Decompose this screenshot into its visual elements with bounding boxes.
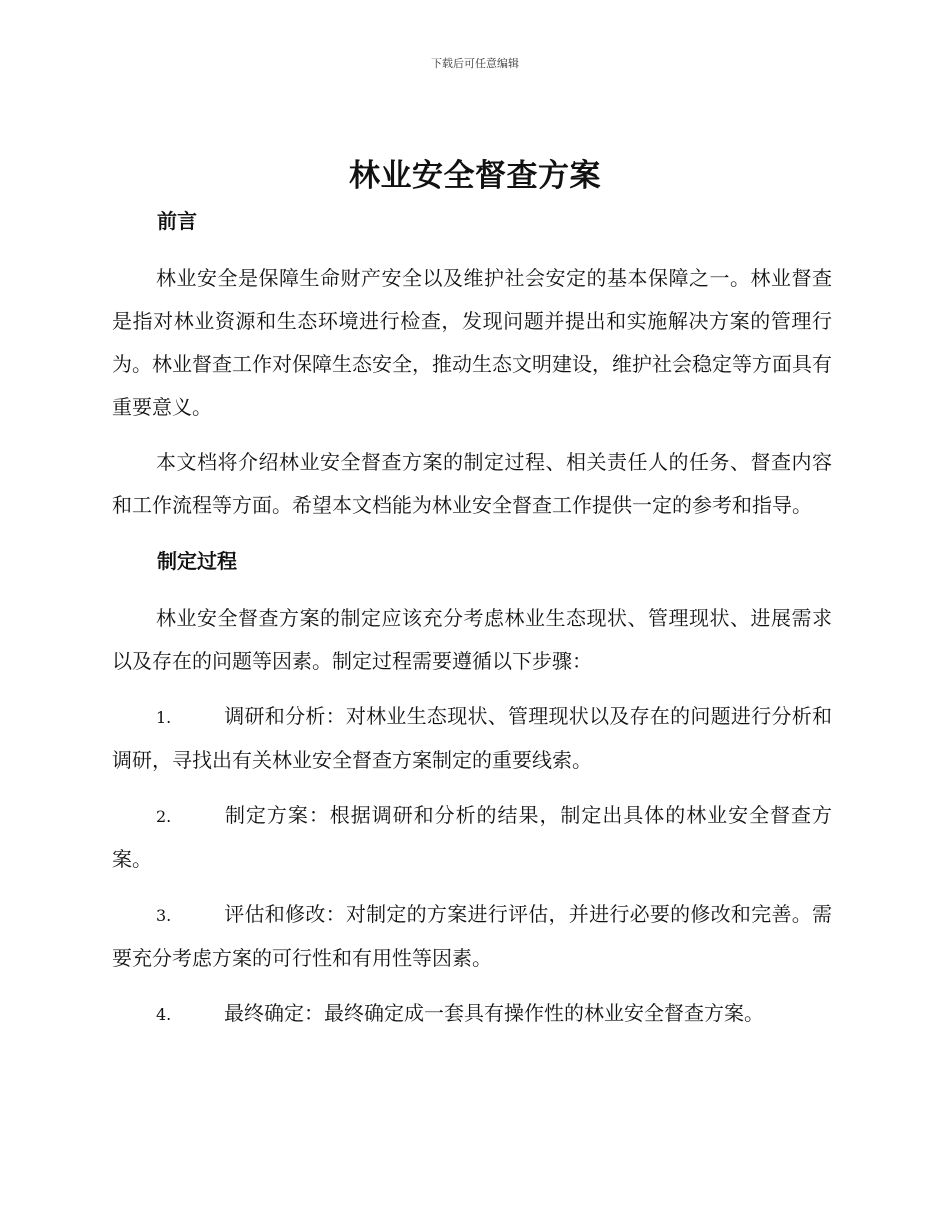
list-item — [112, 695, 832, 782]
list-item-text: 制定方案：根据调研和分析的结果，制定出具体的林业安全督查方案。 — [112, 803, 832, 871]
list-item — [112, 992, 832, 1036]
list-item — [112, 893, 832, 980]
list-number: 2. — [156, 807, 172, 826]
list-item — [112, 794, 832, 881]
header-note: 下载后可任意编辑 — [431, 57, 519, 70]
document-title: 林业安全督查方案 — [349, 158, 601, 194]
paragraph: 林业安全督查方案的制定应该充分考虑林业生态现状、管理现状、进展需求以及存在的问题等因素。制定过程需要遵循以下步骤： — [112, 606, 832, 673]
section-heading-preface: 前言 — [157, 209, 197, 233]
list-number: 3. — [156, 906, 172, 925]
paragraph: 林业安全是保障生命财产安全以及维护社会安定的基本保障之一。林业督查是指对林业资源和生态环境进行检查，发现问题并提出和实施解决方案的管理行为。林业督查工作对保障生态安全，推动生态文明建设，维护社会稳定等方面具有重要意义。 — [112, 266, 832, 419]
paragraph: 本文档将介绍林业安全督查方案的制定过程、相关责任人的任务、督查内容和工作流程等方面。希望本文档能为林业安全督查工作提供一定的参考和指导。 — [112, 450, 832, 517]
list-item-text: 调研和分析：对林业生态现状、管理现状以及存在的问题进行分析和调研，寻找出有关林业安全督查方案制定的重要线索。 — [112, 704, 832, 772]
document-body — [112, 203, 832, 1036]
list-number: 1. — [156, 708, 172, 727]
list-item-text: 最终确定：最终确定成一套具有操作性的林业安全督查方案。 — [224, 1001, 764, 1025]
list-item-text: 评估和修改：对制定的方案进行评估，并进行必要的修改和完善。需要充分考虑方案的可行性和有用性等因素。 — [112, 902, 832, 970]
section-heading-process: 制定过程 — [157, 549, 237, 573]
list-number: 4. — [156, 1005, 172, 1024]
